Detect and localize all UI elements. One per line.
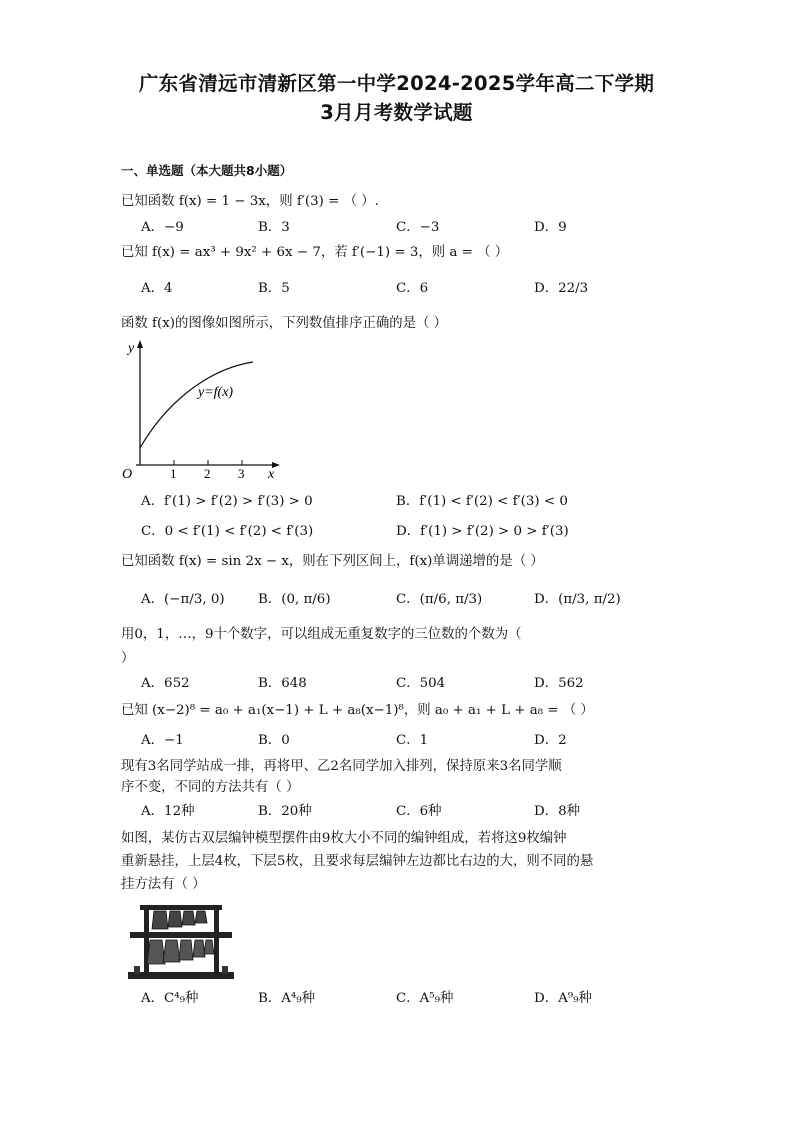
q2-option-b: B．5 xyxy=(258,281,290,296)
question-8-stem-line2: 重新悬挂，上层4枚，下层5枚，且要求每层编钟左边都比右边的大，则不同的悬 xyxy=(121,854,594,869)
question-7-stem-line2: 序不变，不同的方法共有（ ） xyxy=(121,780,300,795)
q1-option-a: A．−9 xyxy=(141,220,184,235)
q5-option-c: C．504 xyxy=(396,676,446,691)
question-8-stem-line3: 挂方法有（ ） xyxy=(121,877,206,892)
question-6-stem: 已知 (x−2)⁸ = a₀ + a₁(x−1) + L + a₈(x−1)⁸，则 a₀ + a₁ + L + a₈ = （ ） xyxy=(121,703,594,718)
function-graph xyxy=(118,338,283,478)
question-2-stem: 已知 f(x) = ax³ + 9x² + 6x − 7，若 f′(−1) = 3，则 a = （ ） xyxy=(121,245,509,260)
origin-label: O xyxy=(122,467,133,478)
tick-label-1: 1 xyxy=(170,466,177,478)
question-3-stem: 函数 f(x)的图像如图所示，下列数值排序正确的是（ ） xyxy=(121,316,448,331)
q8-option-b: B．A⁴₉种 xyxy=(258,991,316,1006)
q2-option-c: C．6 xyxy=(396,281,429,296)
q4-option-d: D．(π/3, π/2) xyxy=(534,592,621,607)
tick-label-3: 3 xyxy=(238,466,245,478)
question-1-stem: 已知函数 f(x) = 1 − 3x，则 f′(3) = （ ）. xyxy=(121,194,379,209)
q7-option-d: D．8种 xyxy=(534,804,581,819)
q3-option-a: A．f′(1) > f′(2) > f′(3) > 0 xyxy=(141,494,313,509)
q6-option-b: B．0 xyxy=(258,733,290,748)
q4-option-c: C．(π/6, π/3) xyxy=(396,592,483,607)
q1-option-d: D．9 xyxy=(534,220,567,235)
q2-option-a: A．4 xyxy=(141,281,173,296)
question-4-stem: 已知函数 f(x) = sin 2x − x，则在下列区间上，f(x)单调递增的是（ ） xyxy=(121,554,544,569)
chime-bells-image xyxy=(126,902,236,982)
q7-option-c: C．6种 xyxy=(396,804,442,819)
tick-label-2: 2 xyxy=(204,466,211,478)
question-7-stem-line1: 现有3名同学站成一排，再将甲、乙2名同学加入排列，保持原来3名同学顺 xyxy=(121,759,562,774)
x-axis-label: x xyxy=(268,467,275,478)
q2-option-d: D．22/3 xyxy=(534,281,589,296)
q1-option-b: B．3 xyxy=(258,220,290,235)
q8-option-d: D．A⁹₉种 xyxy=(534,991,592,1006)
q7-option-a: A．12种 xyxy=(141,804,195,819)
q6-option-c: C．1 xyxy=(396,733,429,748)
q6-option-d: D．2 xyxy=(534,733,567,748)
q5-option-a: A．652 xyxy=(141,676,190,691)
q4-option-a: A．(−π/3, 0) xyxy=(141,592,225,607)
q4-option-b: B．(0, π/6) xyxy=(258,592,331,607)
q7-option-b: B．20种 xyxy=(258,804,312,819)
q6-option-a: A．−1 xyxy=(141,733,184,748)
curve-label: y=f(x) xyxy=(198,385,234,400)
question-5-stem-line1: 用0，1，…，9十个数字，可以组成无重复数字的三位数的个数为（ xyxy=(121,627,522,642)
q3-option-d: D．f′(1) > f′(2) > 0 > f′(3) xyxy=(396,524,569,539)
q3-option-c: C．0 < f′(1) < f′(2) < f′(3) xyxy=(141,524,314,539)
q8-option-a: A．C⁴₉种 xyxy=(141,991,199,1006)
section-heading: 一、单选题（本大题共8小题） xyxy=(121,163,293,178)
exam-title-line2: 3月月考数学试题 xyxy=(320,101,473,124)
question-5-stem-line2: ） xyxy=(121,651,135,666)
q5-option-b: B．648 xyxy=(258,676,307,691)
q8-option-c: C．A⁵₉种 xyxy=(396,991,454,1006)
q1-option-c: C．−3 xyxy=(396,220,440,235)
q5-option-d: D．562 xyxy=(534,676,584,691)
q3-option-b: B．f′(1) < f′(2) < f′(3) < 0 xyxy=(396,494,568,509)
exam-title-line1: 广东省清远市清新区第一中学2024-2025学年高二下学期 xyxy=(138,72,655,95)
y-axis-label: y xyxy=(128,341,135,356)
question-8-stem-line1: 如图，某仿古双层编钟模型摆件由9枚大小不同的编钟组成，若将这9枚编钟 xyxy=(121,831,567,846)
